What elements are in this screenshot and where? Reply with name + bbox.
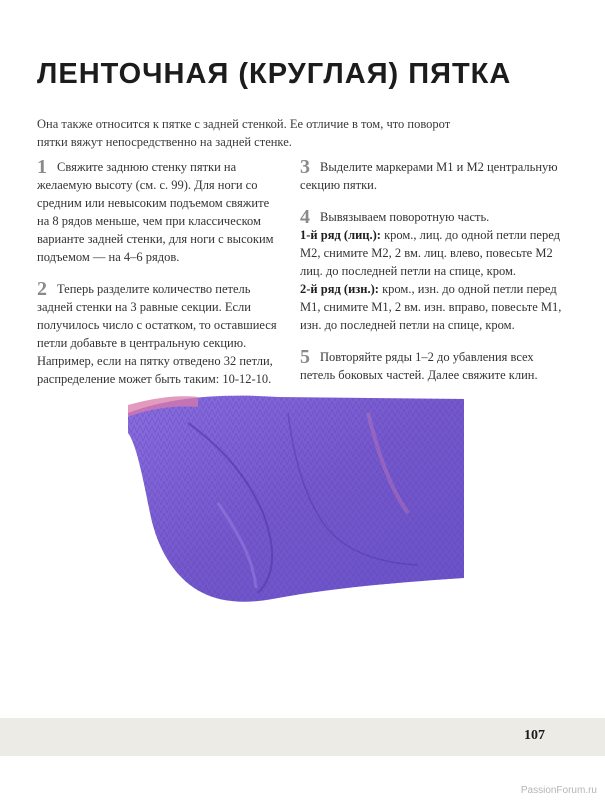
page-number: 107 xyxy=(524,728,545,743)
step-number: 4 xyxy=(300,206,310,228)
left-column xyxy=(37,158,277,402)
step-number: 1 xyxy=(37,156,47,178)
row1-text: кром., лиц. до одной петли перед М2, снимите М2, 2 вм. лиц. влево, повесьте М2 лиц. до последней петли на спице, кром. xyxy=(300,228,560,278)
knitted-sock-illustration xyxy=(128,393,464,617)
step-3 xyxy=(300,158,570,194)
page-title: ЛЕНТОЧНАЯ (КРУГЛАЯ) ПЯТКА xyxy=(37,58,512,90)
step-1 xyxy=(37,158,277,266)
sock-heel-photo xyxy=(128,393,464,617)
step-number: 5 xyxy=(300,346,310,368)
intro-paragraph: Она также относится к пятке с задней стенкой. Ее отличие в том, что поворот пятки вяжут непосредственно на задней стенке. xyxy=(37,117,451,149)
step-text: Выделите маркерами М1 и М2 центральную секцию пятки. xyxy=(300,160,558,192)
row2-label: 2-й ряд (изн.): xyxy=(300,282,379,296)
page-footer xyxy=(0,718,605,756)
step-text: Вывязываем поворотную часть. xyxy=(320,210,490,224)
row1-label: 1-й ряд (лиц.): xyxy=(300,228,381,242)
step-text: Теперь разделите количество петель задней стенки на 3 равные секции. Если получилось число с остатком, то оставшиеся петли добавьте в центральную секцию. Например, если на пятку отведено 32 петли, распределение может быть таким: 10-12-10. xyxy=(37,282,277,386)
step-text: Повторяйте ряды 1–2 до убавления всех петель боковых частей. Далее свяжите клин. xyxy=(300,350,538,382)
step-2 xyxy=(37,280,277,388)
step-4 xyxy=(300,208,570,334)
step-text: Свяжите заднюю стенку пятки на желаемую высоту (см. с. 99). Для ноги со средним или невысоким подъемом свяжите на 8 рядов меньше, чем при классическом варианте задней стенки, для ноги с высоким подъемом — на 4–6 рядов. xyxy=(37,160,274,264)
right-column xyxy=(300,158,570,398)
row2-text: кром., изн. до одной петли перед М1, снимите М1, 2 вм. изн. вправо, повесьте М1, изн. до последней петли на спице, кром. xyxy=(300,282,562,332)
site-watermark: PassionForum.ru xyxy=(520,785,597,796)
step-number: 3 xyxy=(300,156,310,178)
step-number: 2 xyxy=(37,278,47,300)
step-5 xyxy=(300,348,570,384)
